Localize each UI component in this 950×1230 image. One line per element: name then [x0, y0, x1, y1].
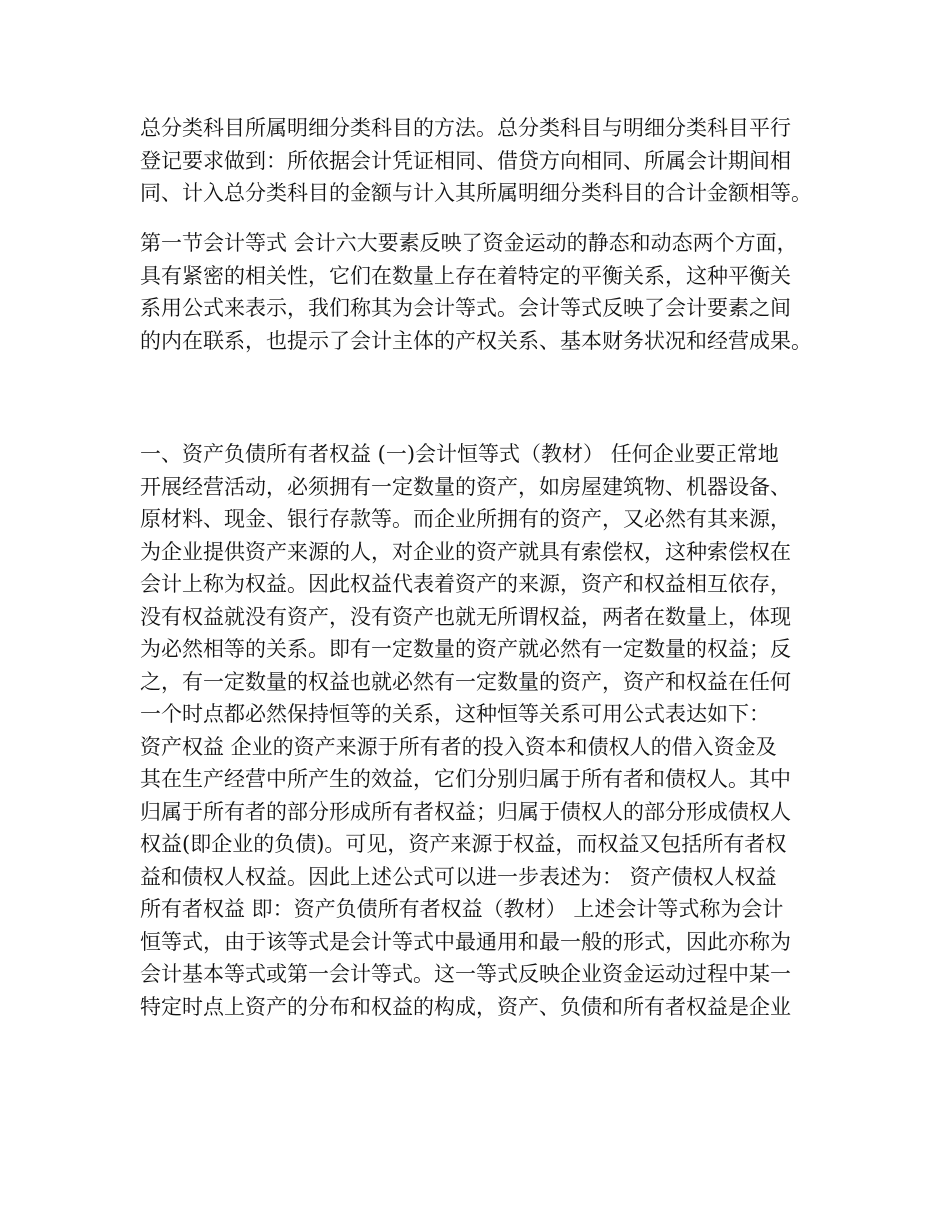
- paragraph-assets-liabilities-equity: [140, 438, 830, 1023]
- text-line: 登记要求做到：所依据会计凭证相同、借贷方向相同、所属会计期间相: [140, 148, 791, 173]
- text-line: 所有者权益 即：资产负债所有者权益（教材） 上述会计等式称为会计: [140, 897, 784, 921]
- text-line: 具有紧密的相关性，它们在数量上存在着特定的平衡关系，这种平衡关: [140, 263, 791, 288]
- text-line: 会计上称为权益。因此权益代表着资产的来源，资产和权益相互依存，: [140, 572, 791, 596]
- paragraph-ledger-posting: [140, 112, 830, 210]
- text-line: 特定时点上资产的分布和权益的构成，资产、负债和所有者权益是企业: [140, 994, 791, 1019]
- text-line: 之，有一定数量的权益也就必然有一定数量的资产，资产和权益在任何: [140, 669, 791, 694]
- text-line: 恒等式，由于该等式是会计等式中最通用和最一般的形式，因此亦称为: [140, 929, 791, 954]
- text-line: 一、资产负债所有者权益 (一)会计恒等式（教材） 任何企业要正常地: [140, 442, 779, 466]
- text-line: 其在生产经营中所产生的效益，它们分别归属于所有者和债权人。其中: [140, 767, 791, 791]
- text-line: 为企业提供资产来源的人，对企业的资产就具有索偿权，这种索偿权在: [140, 539, 791, 564]
- text-line: 资产权益 企业的资产来源于所有者的投入资本和债权人的借入资金及: [140, 734, 777, 759]
- text-line: 没有权益就没有资产，没有资产也就无所谓权益，两者在数量上，体现: [140, 604, 791, 629]
- text-line: 为必然相等的关系。即有一定数量的资产就必然有一定数量的权益；反: [140, 637, 791, 661]
- text-line: 归属于所有者的部分形成所有者权益；归属于债权人的部分形成债权人: [140, 799, 791, 824]
- text-line: 总分类科目所属明细分类科目的方法。总分类科目与明细分类科目平行: [140, 116, 791, 140]
- text-line: 第一节会计等式 会计六大要素反映了资金运动的静态和动态两个方面，: [140, 231, 798, 255]
- text-line: 会计基本等式或第一会计等式。这一等式反映企业资金运动过程中某一: [140, 962, 791, 986]
- text-line: 同、计入总分类科目的金额与计入其所属明细分类科目的合计金额相等。: [140, 181, 812, 205]
- text-line: 一个时点都必然保持恒等的关系，这种恒等关系可用公式表达如下：: [140, 702, 770, 726]
- text-line: 的内在联系，也提示了会计主体的产权关系、基本财务状况和经营成果。: [140, 328, 812, 353]
- text-line: 益和债权人权益。因此上述公式可以进一步表述为： 资产债权人权益: [140, 864, 777, 889]
- text-line: 开展经营活动，必须拥有一定数量的资产，如房屋建筑物、机器设备、: [140, 474, 791, 499]
- text-line: 系用公式来表示，我们称其为会计等式。会计等式反映了会计要素之间: [140, 296, 791, 320]
- text-line: 权益(即企业的负债)。可见，资产来源于权益，而权益又包括所有者权: [140, 832, 787, 856]
- text-line: 原材料、现金、银行存款等。而企业所拥有的资产，又必然有其来源，: [140, 507, 791, 531]
- paragraph-accounting-equation-intro: [140, 227, 830, 357]
